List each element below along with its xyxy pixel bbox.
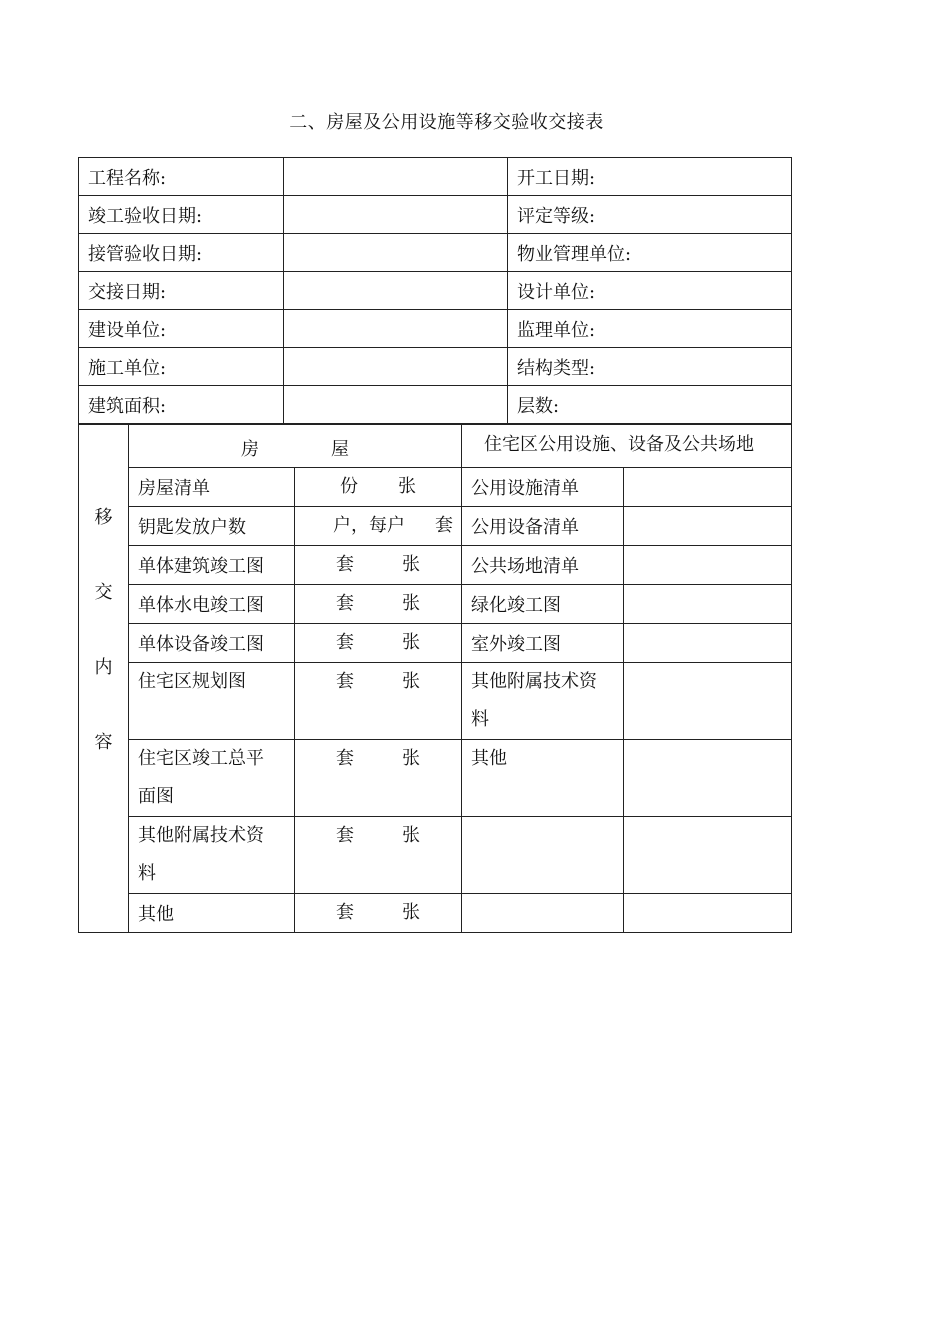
- info-row: [79, 310, 792, 348]
- info-row: [79, 272, 792, 310]
- handover-row: [79, 817, 792, 894]
- info-value-field[interactable]: [284, 310, 508, 348]
- facility-item-field[interactable]: [462, 817, 624, 894]
- house-item-label: 单体水电竣工图: [129, 585, 295, 624]
- handover-row: [79, 507, 792, 546]
- info-label: 建筑面积:: [79, 386, 284, 424]
- house-quantity-field[interactable]: 套 张: [295, 546, 462, 585]
- facility-item-field[interactable]: [462, 894, 624, 933]
- facility-value-field[interactable]: [624, 740, 792, 817]
- facility-item-label: 室外竣工图: [462, 624, 624, 663]
- handover-row: [79, 585, 792, 624]
- handover-content-table: [78, 424, 792, 933]
- facility-item-label: 公用设备清单: [462, 507, 624, 546]
- info-row: [79, 386, 792, 424]
- form-title: 二、房屋及公用设施等移交验收交接表: [289, 112, 604, 133]
- facility-item-label: 绿化竣工图: [462, 585, 624, 624]
- handover-row: [79, 546, 792, 585]
- house-item-label: 其他附属技术资料: [129, 817, 295, 894]
- facility-value-field[interactable]: [624, 894, 792, 933]
- info-value-field[interactable]: [284, 386, 508, 424]
- handover-row: [79, 894, 792, 933]
- house-item-label: 单体设备竣工图: [129, 624, 295, 663]
- side-char: 容: [94, 732, 113, 753]
- info-row: [79, 196, 792, 234]
- house-header-char: 房: [241, 439, 259, 460]
- info-value-field[interactable]: [284, 272, 508, 310]
- house-item-label: 房屋清单: [129, 468, 295, 507]
- handover-row: [79, 468, 792, 507]
- info-label: 接管验收日期:: [79, 234, 284, 272]
- facility-item-label: 公用设施清单: [462, 468, 624, 507]
- side-char: 移: [94, 507, 113, 528]
- facility-item-label: 公共场地清单: [462, 546, 624, 585]
- info-label[interactable]: 层数:: [508, 386, 792, 424]
- info-label[interactable]: 开工日期:: [508, 158, 792, 196]
- side-char: 交: [94, 582, 113, 603]
- info-label[interactable]: 设计单位:: [508, 272, 792, 310]
- facility-value-field[interactable]: [624, 468, 792, 507]
- info-value-field[interactable]: [284, 158, 508, 196]
- info-label: 交接日期:: [79, 272, 284, 310]
- house-header-char: 屋: [331, 439, 349, 460]
- handover-row: [79, 663, 792, 740]
- house-quantity-field[interactable]: 套 张: [295, 663, 462, 740]
- info-label: 建设单位:: [79, 310, 284, 348]
- info-label[interactable]: 评定等级:: [508, 196, 792, 234]
- house-item-label: 单体建筑竣工图: [129, 546, 295, 585]
- info-label: 工程名称:: [79, 158, 284, 196]
- info-label[interactable]: 监理单位:: [508, 310, 792, 348]
- house-quantity-field[interactable]: 套 张: [295, 894, 462, 933]
- info-row: [79, 158, 792, 196]
- info-row: [79, 348, 792, 386]
- house-quantity-field[interactable]: 套 张: [295, 624, 462, 663]
- info-label: 竣工验收日期:: [79, 196, 284, 234]
- house-quantity-field[interactable]: 套 张: [295, 740, 462, 817]
- house-quantity-field[interactable]: 套 张: [295, 585, 462, 624]
- facility-section-header: 住宅区公用设施、设备及公共场地: [462, 425, 792, 468]
- side-char: 内: [94, 657, 113, 678]
- project-info-table: [78, 157, 792, 424]
- facility-item-label: 其他附属技术资料: [462, 663, 624, 740]
- facility-value-field[interactable]: [624, 817, 792, 894]
- house-item-label: 住宅区规划图: [129, 663, 295, 740]
- info-row: [79, 234, 792, 272]
- handover-row: [79, 624, 792, 663]
- info-value-field[interactable]: [284, 348, 508, 386]
- house-item-label: 住宅区竣工总平面图: [129, 740, 295, 817]
- info-label: 施工单位:: [79, 348, 284, 386]
- facility-item-label: 其他: [462, 740, 624, 817]
- house-section-header: [129, 425, 462, 468]
- house-quantity-field[interactable]: 套 张: [295, 817, 462, 894]
- house-quantity-field[interactable]: 份 张: [295, 468, 462, 507]
- handover-row: [79, 740, 792, 817]
- info-label[interactable]: 物业管理单位:: [508, 234, 792, 272]
- house-item-label: 其他: [129, 894, 295, 933]
- facility-value-field[interactable]: [624, 546, 792, 585]
- facility-value-field[interactable]: [624, 585, 792, 624]
- info-value-field[interactable]: [284, 196, 508, 234]
- handover-header-row: [79, 425, 792, 468]
- facility-value-field[interactable]: [624, 624, 792, 663]
- handover-side-label: [79, 425, 129, 933]
- house-quantity-field[interactable]: 户，每户 套: [295, 507, 462, 546]
- info-value-field[interactable]: [284, 234, 508, 272]
- info-label[interactable]: 结构类型:: [508, 348, 792, 386]
- facility-value-field[interactable]: [624, 663, 792, 740]
- facility-value-field[interactable]: [624, 507, 792, 546]
- house-item-label: 钥匙发放户数: [129, 507, 295, 546]
